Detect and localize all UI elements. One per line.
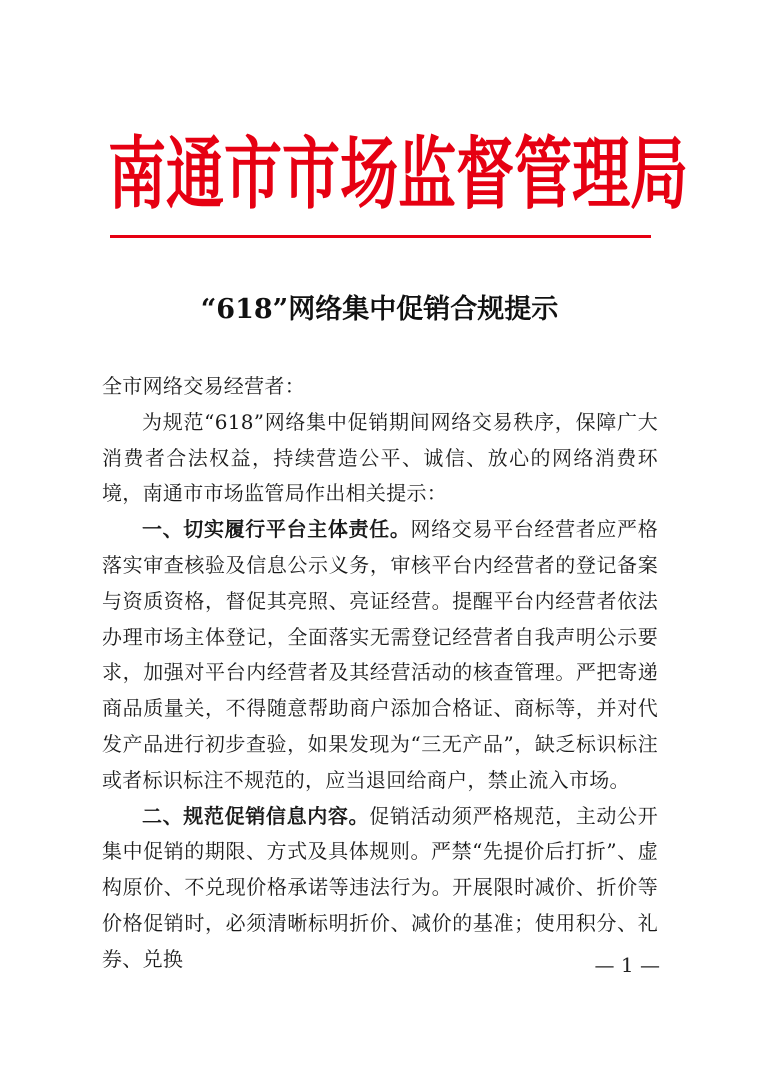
masthead-char: 场 [340, 128, 399, 220]
section-text: 网络交易平台经营者应严格落实审查核验及信息公示义务，审核平台内经营者的登记备案与资质资格，督促其亮照、亮证经营。提醒平台内经营者依法办理市场主体登记，全面落实无需登记经营者自我声明公示要求，加强对平台内经营者及其经营活动的核查管理。严把寄递商品质量关，不得随意帮助商户添加合格证、商标等，并对代发产品进行初步查验，如果发现为“三无产品”，缺乏标识标注或者标识标注不规范的，应当退回给商户，禁止流入市场。 [102, 517, 658, 792]
salutation: 全市网络交易经营者： [102, 374, 305, 398]
masthead-char: 市 [224, 128, 283, 220]
document-body [102, 369, 658, 978]
section-text: 促销活动须严格规范，主动公开集中促销的期限、方式及具体规则。严禁“先提价后打折”、虚构原价、不兑现价格承诺等违法行为。开展限时减价、折价等价格促销时，必须清晰标明折价、减价的基准；使用积分、礼券、兑换 [102, 803, 658, 971]
intro-paragraph: 为规范“618”网络集中促销期间网络交易秩序，保障广大消费者合法权益，持续营造公平、诚信、放心的网络消费环境，南通市市场监管局作出相关提示： [102, 409, 658, 506]
section-heading: 二、规范促销信息内容。 [142, 803, 370, 828]
masthead-char: 督 [456, 128, 515, 220]
section-paragraph [102, 512, 658, 798]
masthead-char: 监 [398, 128, 457, 220]
masthead-char: 通 [166, 128, 225, 220]
masthead-char: 南 [108, 128, 167, 220]
masthead [108, 128, 689, 220]
document-title: “618”网络集中促销合规提示 [200, 294, 559, 325]
page-number: — 1 — [594, 953, 660, 977]
masthead-char: 管 [514, 128, 573, 220]
section-paragraph [102, 799, 658, 978]
section-heading: 一、切实履行平台主体责任。 [142, 517, 411, 542]
masthead-char: 局 [630, 128, 689, 220]
masthead-divider [110, 235, 651, 238]
masthead-char: 市 [282, 128, 341, 220]
masthead-char: 理 [572, 128, 631, 220]
